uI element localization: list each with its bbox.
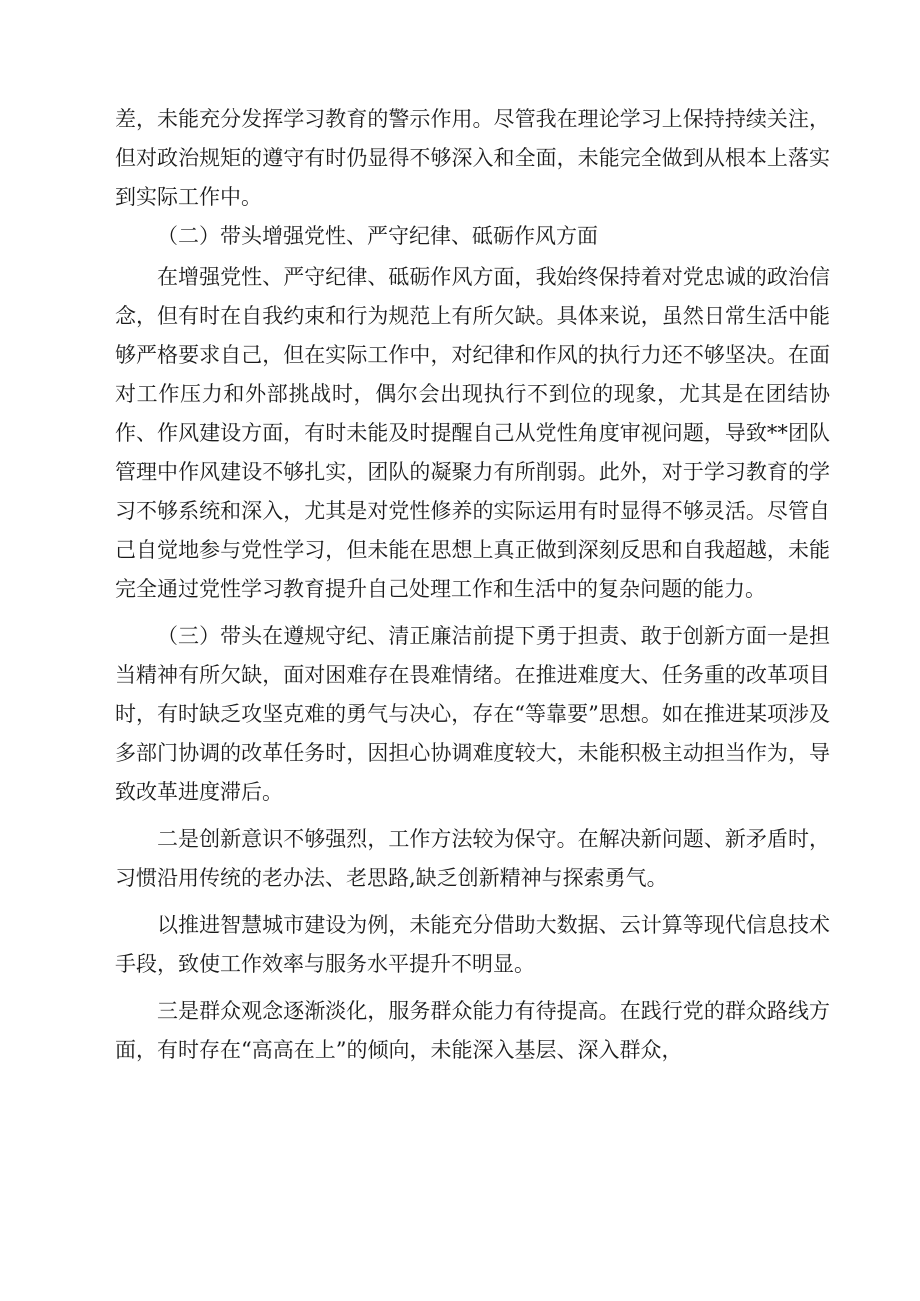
paragraph-smart-city: 以推进智慧城市建设为例，未能充分借助大数据、云计算等现代信息技术手段，致使工作效率与服务水平提升不明显。 xyxy=(115,913,830,976)
paragraph-party-spirit: 在增强党性、严守纪律、砥砺作风方面，我始终保持着对党忠诚的政治信念，但有时在自我约束和行为规范上有所欠缺。具体来说，虽然日常生活中能够严格要求自己，但在实际工作中，对纪律和作风的执行力还不够坚决。在面对工作压力和外部挑战时，偶尔会出现执行不到位的现象，尤其是在团结协作、作风建设方面，有时未能及时提醒自己从党性角度审视问题，导致**团队管理中作风建设不够扎实，团队的凝聚力有所削弱。此外，对于学习教育的学习不够系统和深入，尤其是对党性修养的实际运用有时显得不够灵活。尽管自己自觉地参与党性学习，但未能在思想上真正做到深刻反思和自我超越，未能完全通过党性学习教育提升自己处理工作和生活中的复杂问题的能力。 xyxy=(115,265,830,601)
paragraph-mass-line: 三是群众观念逐渐淡化，服务群众能力有待提高。在践行党的群众路线方面，有时存在“高高在上”的倾向，未能深入基层、深入群众， xyxy=(115,999,830,1062)
paragraph-continuation: 差，未能充分发挥学习教育的警示作用。尽管我在理论学习上保持持续关注，但对政治规矩的遵守有时仍显得不够深入和全面，未能完全做到从根本上落实到实际工作中。 xyxy=(115,107,830,209)
paragraph-innovation: 二是创新意识不够强烈，工作方法较为保守。在解决新问题、新矛盾时，习惯沿用传统的老办法、老思路,缺乏创新精神与探索勇气。 xyxy=(115,827,830,890)
document-page xyxy=(115,100,830,1070)
section-heading-3: （三）带头在遵规守纪、清正廉洁前提下勇于担责、敢于创新方面一是担当精神有所欠缺，面对困难存在畏难情绪。在推进难度大、任务重的改革项目时，有时缺乏攻坚克难的勇气与决心，存在“等靠要”思想。如在推进某项涉及多部门协调的改革任务时，因担心协调难度较大，未能积极主动担当作为，导致改革进度滞后。 xyxy=(115,624,830,804)
section-heading-2: （二）带头增强党性、严守纪律、砥砺作风方面 xyxy=(157,224,598,248)
